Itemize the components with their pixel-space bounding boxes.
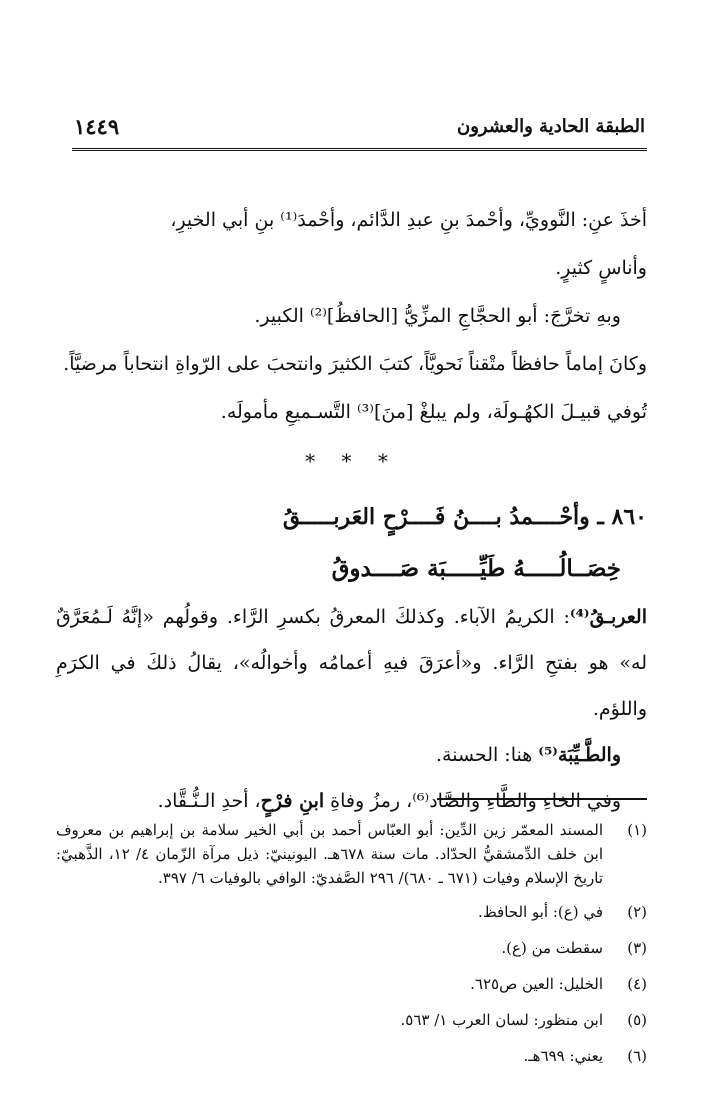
section-divider: * * * — [305, 449, 398, 473]
definition-text: : الكريمُ الآباء. وكذلكَ المعرقُ بكسرِ الرَّاء. وقولُهم «إنَّهُ لَـمُعَرَّقٌ له» هو بفتحِ الرَّاء. و«أعرَقَ فيهِ أعمامُه وأخوالُه»، يقالُ ذلكَ في الكرَمِ واللؤم. — [56, 606, 647, 720]
footnote-number: (١) — [627, 821, 647, 839]
text-line: وكانَ إماماً حافظاً متْقناً نَحويَّاً، كتبَ الكثيرَ وانتحبَ على الرّواةِ انتحاباً مرضيَّاً. — [63, 353, 647, 375]
footnote-number: (٢) — [627, 903, 647, 921]
text-line: وأناسٍ كثيرٍ. — [555, 257, 647, 279]
footnote-item — [56, 894, 647, 930]
definition-text: هنا: الحسنة. — [436, 744, 539, 766]
footnote-text: سقطت من (ع). — [501, 939, 603, 957]
text-line: أخذَ عنِ: النَّوويِّ، وأحْمدَ بنِ عبدِ الدَّائم، وأحْمدَ⁽¹⁾ بنِ أبي الخيرِ، — [170, 209, 647, 231]
defined-word: والطَّـيِّبَة⁽⁵⁾ — [538, 744, 621, 766]
footnote-number: (٣) — [627, 939, 647, 957]
footnote-item — [56, 930, 647, 966]
footnote-item — [56, 1038, 647, 1074]
page-header — [72, 108, 647, 151]
running-title: الطبقة الحادية والعشرون — [457, 116, 645, 137]
footnote-item — [56, 966, 647, 1002]
footnote-text: يعني: ٦٩٩هـ. — [523, 1047, 603, 1065]
text-fragment: ، أحدِ الـنُّـقَّاد. — [157, 790, 261, 812]
paragraph-tayyiba — [56, 732, 647, 778]
footnote-text: الخليل: العين ص٦٢٥. — [470, 975, 603, 993]
entry-title: ٨٦٠ ـ وأحْــــمدُ بــــنُ فَــــرْحٍ العَربـــــقُ — [282, 504, 647, 530]
defined-word: العربـقُ⁽⁴⁾ — [569, 606, 647, 628]
text-fragment: وفي الخاءِ والطَّاءِ والصَّاد⁽⁶⁾، رمزُ وفاةِ — [324, 790, 621, 812]
entry-subtitle: خِصَــالُـــــهُ طَيِّـــــبَة صَــــدوقُ — [331, 555, 621, 582]
page-number: ١٤٤٩ — [74, 114, 120, 139]
main-text — [56, 196, 647, 824]
footnotes — [56, 812, 647, 1074]
footnote-item — [56, 1002, 647, 1038]
footnote-number: (٤) — [627, 975, 647, 993]
footnote-separator — [437, 798, 647, 800]
paragraph-arabiq — [56, 594, 647, 732]
footnote-number: (٥) — [627, 1011, 647, 1029]
footnote-text: المسند المعمّر زين الدِّين: أبو العبّاس أحمد بن أبي الخير سلامة بن إبراهيم بن معروف ابن خلف الدِّمشقيُّ الحدّاد. مات سنة ٦٧٨هـ. اليونينيّ: ذيل مرآة الزّمان ٤/ ١٢، الذَّهبيّ: تاريخ الإسلام وفيات (٦٧١ ـ ٦٨٠)/ ٢٩٦ الصَّفديّ: الوافي بالوفيات ٦/ ٣٩٧. — [56, 821, 603, 887]
footnote-number: (٦) — [627, 1047, 647, 1065]
footnote-text: ابن منظور: لسان العرب ١/ ٥٦٣. — [400, 1011, 603, 1029]
text-line: وبهِ تخرَّجَ: أبو الحجَّاجِ المزِّيُّ [الحافظُ]⁽²⁾ الكبير. — [254, 305, 621, 327]
person-name: ابنِ فرْحٍ — [260, 790, 325, 812]
footnote-text: في (ع): أبو الحافظ. — [478, 903, 603, 921]
footnote-item — [56, 812, 647, 890]
text-line: تُوفي قبيـلَ الكهُـولَة، ولم يبلغْ [منَ]⁽³⁾ التَّسـميعِ مأمولَه. — [220, 401, 647, 423]
